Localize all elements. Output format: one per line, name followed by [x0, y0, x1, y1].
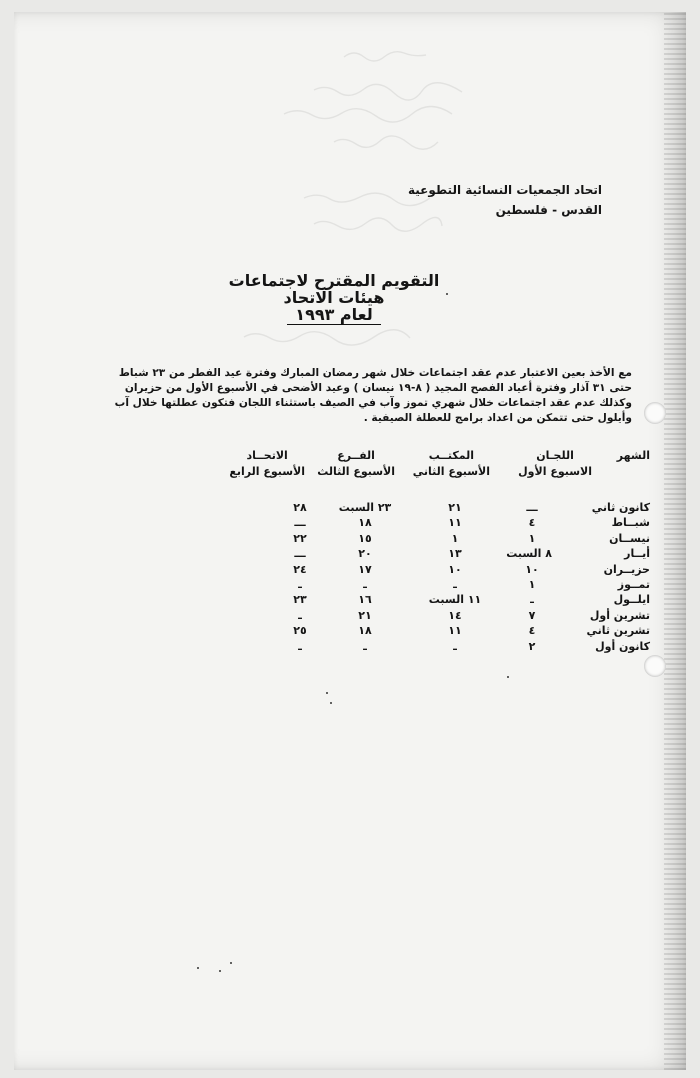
- cell-month: تشرين أول: [589, 608, 650, 622]
- cell-branch: ١٧: [358, 562, 372, 576]
- cell-committees: ٢: [528, 639, 536, 653]
- cell-month: حزيــران: [603, 562, 650, 576]
- cell-union: ٢٤: [293, 562, 307, 576]
- cell-office: ١٣: [448, 547, 462, 561]
- cell-branch: ٢١: [358, 608, 372, 622]
- title-year: لعام ١٩٩٣: [287, 306, 380, 325]
- cell-office: ١١: [448, 624, 462, 638]
- table-body: [214, 500, 650, 654]
- header-month-label: الشهر: [616, 449, 650, 462]
- punch-hole: [644, 402, 666, 424]
- title-line-2: هيئات الاتحاد: [283, 288, 385, 307]
- table-row: [214, 592, 650, 607]
- cell-branch: ١٥: [358, 531, 372, 545]
- organization-name: اتحاد الجمعيات النسائية التطوعية: [407, 183, 602, 197]
- intro-paragraph: مع الأخذ بعين الاعتبار عدم عقد اجتماعات خلال شهر رمضان المبارك وفترة عيد الفطر من ٢٣ شباط حتى ٣١ آذار وفترة أعياد الفصح المجيد ( ٨-١٩ نيسان ) وعيد الأضحى في الأسبوع الأول من حزيران وكذلك عدم عقد اجتماعات خلال شهري تموز وآب في الصيف باستثناء اللجان فتكون عطلتها خلال آب وأيلول حتى تتمكن من اعداد برامج للعطلة الصيفية .: [114, 367, 632, 424]
- cell-union: ـ: [298, 577, 302, 591]
- cell-branch: ١٨: [358, 624, 372, 638]
- header-office: [413, 448, 490, 480]
- header-committees-week: الاسبوع الأول: [518, 465, 592, 478]
- organization-header: [342, 180, 602, 220]
- document-title: [214, 272, 454, 325]
- cell-month: أيــار: [624, 547, 650, 561]
- table-row: [214, 515, 650, 530]
- table-row: [214, 500, 650, 515]
- header-union: [229, 448, 305, 480]
- cell-union: ٢٣: [293, 593, 307, 607]
- table-row: [214, 623, 650, 638]
- header-office-label: المكتــب: [428, 449, 475, 462]
- document-page: [14, 12, 686, 1070]
- cell-office: ١٠: [448, 562, 462, 576]
- header-branch-label: الفــرع: [337, 449, 375, 462]
- cell-committees: ٤: [528, 624, 536, 638]
- cell-union: ٢٨: [293, 501, 307, 514]
- cell-union: ـ: [298, 608, 302, 622]
- cell-union: ٢٢: [293, 531, 307, 545]
- table-row: [214, 531, 650, 546]
- cell-union: ٢٥: [293, 624, 307, 638]
- cell-branch: ١٦: [358, 593, 372, 607]
- organization-location: القدس - فلسطين: [495, 203, 602, 217]
- table-row: [214, 546, 650, 561]
- header-committees: [518, 448, 592, 480]
- header-branch-week: الأسبوع الثالث: [317, 465, 395, 478]
- cell-committees: ١٠: [525, 562, 539, 576]
- meeting-schedule-table: [214, 448, 650, 663]
- cell-month: تمــوز: [617, 577, 650, 591]
- cell-month: نيســان: [609, 531, 650, 545]
- table-row: [214, 577, 650, 592]
- table-row: [214, 608, 650, 623]
- header-office-week: الأسبوع الثاني: [412, 465, 490, 478]
- cell-union: ـــ: [294, 547, 306, 561]
- cell-office: ٢١: [448, 501, 462, 514]
- title-line-1: التقويم المقترح لاجتماعات: [228, 271, 440, 290]
- cell-office: ١٤: [448, 608, 462, 622]
- cell-month: كانون أول: [595, 639, 650, 653]
- cell-office: ١١: [448, 516, 462, 530]
- header-committees-label: اللجـان: [536, 449, 574, 462]
- cell-committees: ٤: [528, 516, 536, 530]
- cell-union: ـــ: [294, 516, 306, 530]
- header-month: [617, 448, 650, 464]
- cell-office: ١: [451, 531, 459, 545]
- table-row: [214, 562, 650, 577]
- cell-committees: ٨ السبت: [506, 547, 552, 561]
- cell-committees: ١: [528, 531, 536, 545]
- header-union-week: الأسبوع الرابع: [229, 465, 305, 478]
- cell-month: ايلــول: [613, 593, 650, 607]
- cell-branch: ١٨: [358, 516, 372, 530]
- cell-committees: ـ: [530, 593, 534, 607]
- cell-branch: ٢٣ السبت: [338, 501, 392, 514]
- cell-office: ـ: [453, 577, 457, 591]
- cell-office: ـ: [453, 639, 457, 653]
- cell-office: ١١ السبت: [428, 593, 482, 607]
- cell-union: ـ: [298, 639, 302, 653]
- cell-committees: ـــ: [526, 501, 538, 514]
- cell-branch: ـ: [363, 577, 367, 591]
- header-union-label: الاتحــاد: [246, 449, 288, 462]
- cell-month: شبــاط: [611, 516, 650, 530]
- header-branch: [317, 448, 395, 480]
- cell-committees: ٧: [528, 608, 536, 622]
- cell-committees: ١: [528, 577, 536, 591]
- cell-month: كانون ثاني: [591, 501, 650, 514]
- cell-branch: ـ: [363, 639, 367, 653]
- cell-branch: ٢٠: [358, 547, 372, 561]
- cell-month: تشرين ثاني: [586, 624, 650, 638]
- table-row: [214, 639, 650, 654]
